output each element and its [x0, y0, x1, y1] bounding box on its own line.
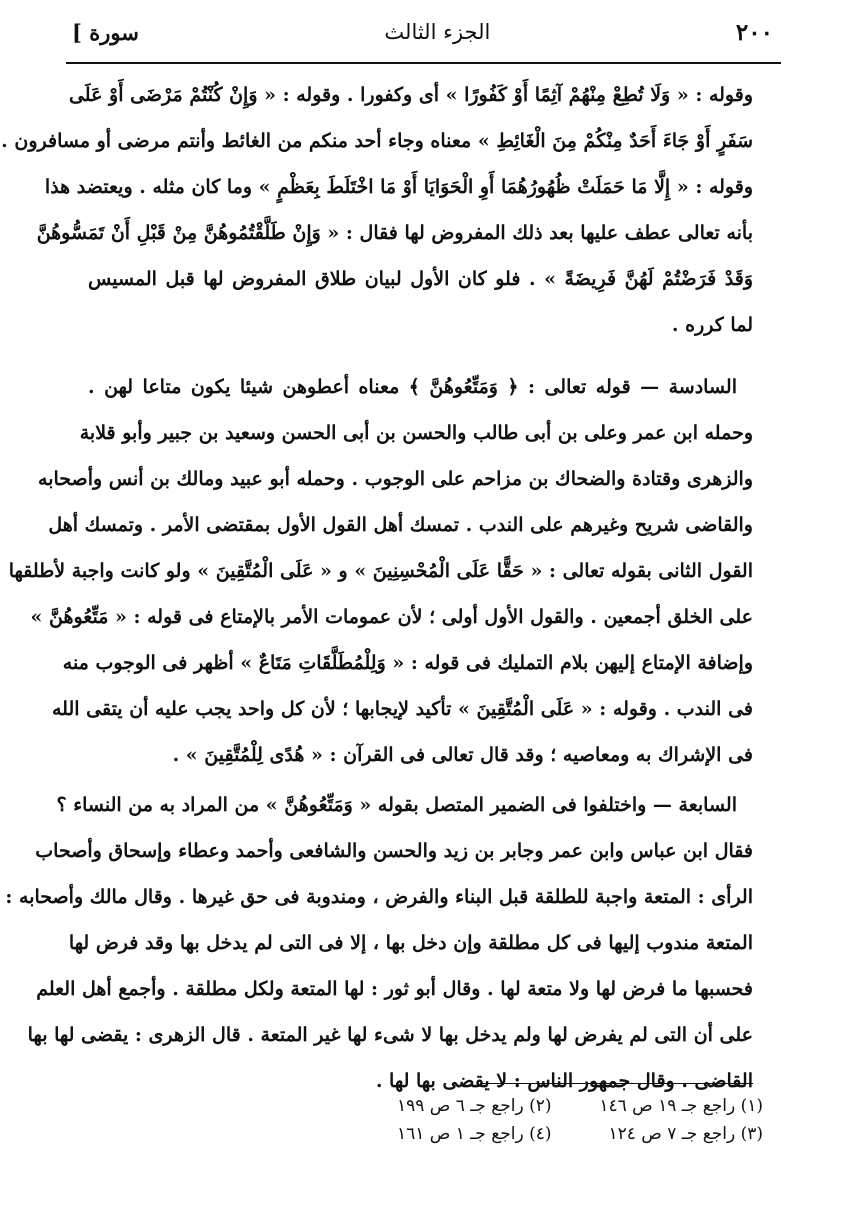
text-line: وقوله : « وَلَا تُطِعْ مِنْهُمْ آثِمًا أَوْ كَفُورًا » أى وكفورا . وقوله : « وَإِنْ كُنْتُمْ مَرْضَى أَوْ عَلَى [68, 84, 753, 106]
text-line: المتعة مندوب إليها فى كل مطلقة وإن دخل بها ، إلا فى التى لم يدخل بها وقد فرض لها [68, 932, 753, 954]
footnotes [340, 1092, 763, 1148]
part-title: الجزء الثالث [384, 20, 491, 44]
page-number: ٢٠٠ [735, 18, 773, 46]
footnote-row [340, 1120, 763, 1148]
paragraph [8, 364, 753, 778]
text-line: وحمله ابن عمر وعلى بن أبى طالب والحسن بن أبى الحسن وسعيد بن جبير وأبو قلابة [79, 422, 753, 444]
body-text [1, 72, 753, 1104]
footnote: (٢) راجع جـ ٦ ص ١٩٩ [396, 1096, 552, 1116]
text-line: لما كرره . [671, 314, 753, 336]
text-line: وَقَدْ فَرَضْتُمْ لَهُنَّ فَرِيضَةً » . فلو كان الأول لبيان طلاق المفروض لها قبل المسيس [88, 268, 753, 290]
text-line: والقاضى شريح وغيرهم على الندب . تمسك أهل القول الأول بمقتضى الأمر . وتمسك أهل [48, 514, 753, 536]
text-line: والزهرى وقتادة والضحاك بن مزاحم على الوجوب . وحمله أبو عبيد ومالك بن أنس وأصحابه [38, 468, 753, 490]
text-line: فى الندب . وقوله : « عَلَى الْمُتَّقِينَ » تأكيد لإيجابها ؛ لأن كل واحد يجب عليه أن يتقى الله [51, 698, 753, 720]
header-divider [66, 62, 781, 64]
text-line: الرأى : المتعة واجبة للطلقة قبل البناء والفرض ، ومندوبة فى حق غيرها . وقال مالك وأصحابه : [5, 886, 753, 908]
footnote: (١) راجع جـ ١٩ ص ١٤٦ [599, 1096, 763, 1116]
text-line: فحسبها ما فرض لها ولا متعة لها . وقال أبو ثور : لها المتعة ولكل مطلقة . وأجمع أهل العلم [36, 978, 753, 1000]
paragraph [1, 72, 753, 348]
paragraph [5, 782, 753, 1104]
text-line: بأنه تعالى عطف عليها بعد ذلك المفروض لها فقال : « وَإِنْ طَلَّقْتُمُوهُنَّ مِنْ قَبْلِ أَنْ تَمَسُّوهُنَّ [36, 222, 753, 244]
text-line: وإضافة الإمتاع إليهن بلام التمليك فى قوله : « وَلِلْمُطَلَّقَاتِ مَتَاعٌ » أظهر فى الوجوب منه [62, 652, 753, 674]
footnote: (٣) راجع جـ ٧ ص ١٢٤ [608, 1124, 763, 1144]
text-line: القاضى . وقال جمهور الناس : لا يقضى بها لها . [375, 1070, 753, 1092]
text-line: السابعة — واختلفوا فى الضمير المتصل بقوله « وَمَتِّعُوهُنَّ » من المراد به من النساء ؟ [56, 794, 737, 816]
text-line: فقال ابن عباس وابن عمر وجابر بن زيد والحسن والشافعى وأحمد وعطاء وإسحاق وأصحاب [35, 840, 753, 862]
text-line: السادسة — قوله تعالى : ﴿ وَمَتِّعُوهُنَّ ﴾ معناه أعطوهن شيئا يكون متاعا لهن . [88, 376, 737, 398]
text-line: فى الإشراك به ومعاصيه ؛ وقد قال تعالى فى القرآن : « هُدًى لِلْمُتَّقِينَ » . [172, 744, 753, 766]
footnote-row [340, 1092, 763, 1120]
footnote: (٤) راجع جـ ١ ص ١٦١ [396, 1124, 552, 1144]
text-line: سَفَرٍ أَوْ جَاءَ أَحَدٌ مِنْكُمْ مِنَ الْغَائِطِ » معناه وجاء أحد منكم من الغائط وأنتم مرضى أو مسافرون . [1, 130, 753, 152]
footnote-divider [480, 1083, 753, 1084]
text-line: القول الثانى بقوله تعالى : « حَقًّا عَلَى الْمُحْسِنِينَ » و « عَلَى الْمُتَّقِينَ » ولو كانت واجبة لأطلقها [8, 560, 753, 582]
text-line: وقوله : « إِلَّا مَا حَمَلَتْ ظُهُورُهُمَا أَوِ الْحَوَايَا أَوْ مَا اخْتَلَطَ بِعَظْمٍ » وما كان مثله . ويعتضد هذا [44, 176, 753, 198]
page-header [72, 12, 773, 52]
text-line: على الخلق أجمعين . والقول الأول أولى ؛ لأن عمومات الأمر بالإمتاع فى قوله : « مَتِّعُوهُنَّ » [30, 606, 753, 628]
text-line: على أن التى لم يفرض لها ولم يدخل بها لا شىء لها غير المتعة . قال الزهرى : يقضى لها بها [27, 1024, 753, 1046]
surah-label: [ سورة [72, 19, 139, 45]
